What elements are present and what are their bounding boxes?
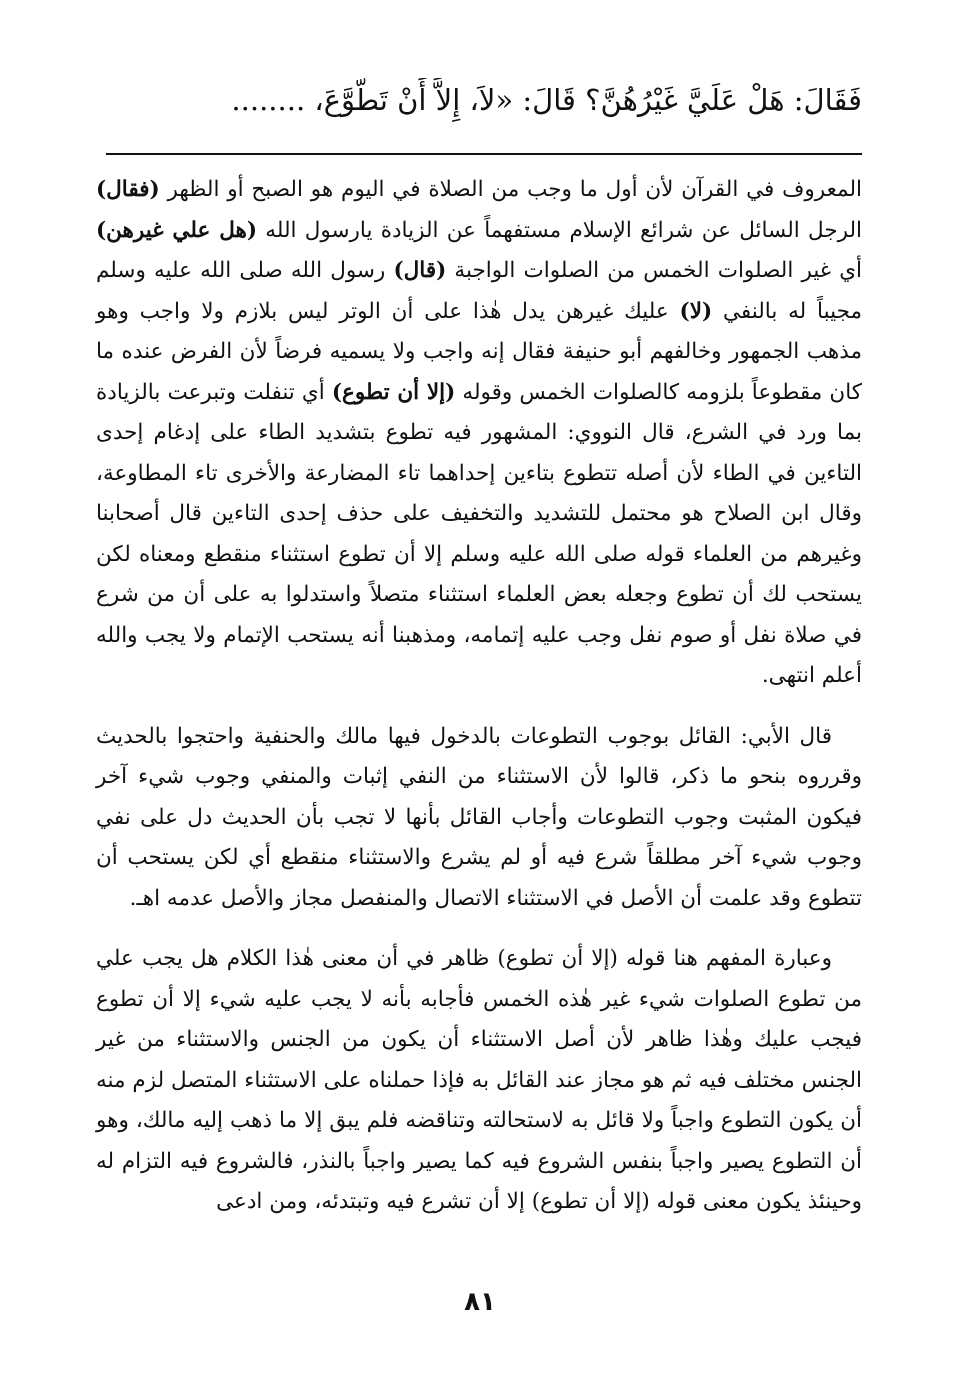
hadith-header-line: فَقَالَ: هَلْ عَلَيَّ غَيْرُهُنَّ؟ قَالَ: «لاَ، إِلاَّ أَنْ تَطَّوَّعَ، ........ bbox=[231, 83, 862, 117]
paragraph-text: أي تنفلت وتبرعت بالزيادة بما ورد في الشرع، قال النووي: المشهور فيه تطوع بتشديد الطاء على إدغام إحدى التاءين في الطاء لأن أصله تتطوع بتاءين إحداهما تاء المضارعة والأخرى تاء المطاوعة، وقال ابن الصلاح هو محتمل للتشديد والتخفيف على حذف إحدى التاءين قال أصحابنا وغيرهم من العلماء قوله صلى الله عليه وسلم إلا أن تطوع استثناء منقطع ومعناه لكن يستحب لك أن تطوع وجعله بعض العلماء استثناء متصلاً واستدلوا به على أن من شرع في صلاة نفل أو صوم نفل وجب عليه إتمامه، ومذهبنا أنه يستحب الإتمام ولا يجب والله أعلم انتهى. bbox=[96, 379, 862, 688]
page-number: ٨١ bbox=[464, 1287, 496, 1317]
paragraph-text: قال الأبي: القائل بوجوب التطوعات بالدخول فيها مالك والحنفية واحتجوا بالحديث وقرروه بنحو ما ذكر، قالوا لأن الاستثناء من النفي إثبات والمنفي وجوب شيء آخر فيكون المثبت وجوب التطوعات وأجاب القائل بأنها لا تجب بأن الحديث دل على نفي وجوب شيء آخر مطلقاً شرع فيه أو لم يشرع والاستثناء منقطع أي لكن يستحب أن تتطوع وقد علمت أن الأصل في الاستثناء الاتصال والمنفصل مجاز والأصل عدمه اهـ. bbox=[96, 723, 862, 911]
paragraph-text: رسول الله صلى الله عليه وسلم مجيباً له بالنفي bbox=[96, 258, 862, 324]
bold-keyword: (لا) bbox=[679, 298, 713, 324]
bold-keyword: (قال) bbox=[393, 258, 447, 283]
paragraph-text: المعروف في القرآن لأن أول ما وجب من الصلاة في اليوم هو الصبح أو الظهر bbox=[159, 177, 862, 202]
bold-keyword: (فقال) bbox=[96, 177, 160, 202]
commentary-paragraph bbox=[96, 170, 862, 697]
paragraph-text: الرجل السائل عن شرائع الإسلام مستفهماً عن الزيادة يارسول الله bbox=[257, 217, 862, 243]
bold-keyword: (إلا أن تطوع) bbox=[331, 379, 456, 405]
commentary-paragraph bbox=[96, 939, 862, 1223]
commentary-paragraph bbox=[96, 717, 862, 920]
paragraph-text: أي غير الصلوات الخمس من الصلوات الواجبة bbox=[446, 258, 863, 283]
header-divider bbox=[106, 153, 862, 155]
commentary-body bbox=[96, 170, 862, 1223]
bold-keyword: (هل علي غيرهن) bbox=[96, 217, 258, 243]
paragraph-text: وعبارة المفهم هنا قوله (إلا أن تطوع) ظاهر في أن معنى هٰذا الكلام هل يجب علي من تطوع الصلوات شيء غير هٰذه الخمس فأجابه بأنه لا يجب عليه شيء إلا أن تطوع فيجب عليك وهٰذا ظاهر لأن أصل الاستثناء أن يكون من الجنس والاستثناء من غير الجنس مختلف فيه ثم هو مجاز عند القائل به فإذا حملناه على الاستثناء المتصل لزم منه أن يكون التطوع واجباً ولا قائل به لاستحالته وتناقضه فلم يبق إلا ما ذهب إليه مالك، وهو أن التطوع يصير واجباً بنفس الشروع فيه كما يصير واجباً بالنذر، فالشروع فيه التزام له وحينئذ يكون معنى قوله (إلا أن تطوع) إلا أن تشرع فيه وتبتدئه، ومن ادعى bbox=[96, 946, 862, 1214]
paragraph-text: عليك غيرهن يدل هٰذا على أن الوتر ليس بلازم ولا واجب وهو مذهب الجمهور وخالفهم أبو حنيفة فقال إنه واجب ولا يسميه فرضاً لأن الفرض عنده ما كان مقطوعاً بلزومه كالصلوات الخمس وقوله bbox=[96, 298, 863, 405]
